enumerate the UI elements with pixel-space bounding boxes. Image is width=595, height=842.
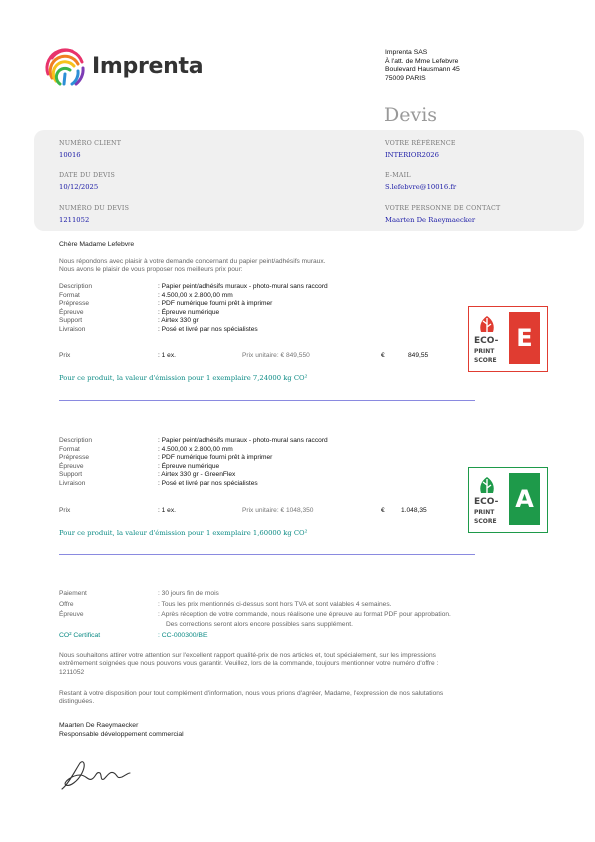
co2-certificate-label: CO² Certificat bbox=[59, 632, 101, 639]
divider bbox=[59, 554, 475, 555]
payment-value: : 30 jours fin de mois bbox=[158, 590, 219, 597]
spec-value: : Papier peint/adhésifs muraux - photo-mural sans raccord bbox=[158, 437, 328, 444]
spec-value: : 4.500,00 x 2.800,00 mm bbox=[158, 445, 233, 453]
eco-grade: A bbox=[509, 473, 540, 525]
spec-label: Prépresse bbox=[59, 300, 90, 308]
logo bbox=[42, 44, 232, 90]
leaf-icon bbox=[477, 473, 497, 495]
signer-name: Maarten De Raeymaecker bbox=[59, 722, 139, 729]
product-2-values bbox=[158, 437, 328, 489]
offer-value: : Tous les prix mentionnés ci-dessus sont hors TVA et sont valables 4 semaines. bbox=[158, 601, 392, 608]
eco-score-badge-a bbox=[468, 467, 548, 533]
product-2-unit-price: Prix unitaire: € 1048,350 bbox=[242, 507, 314, 514]
recipient-address bbox=[385, 49, 460, 83]
spec-label: Prépresse bbox=[59, 454, 90, 462]
product-1-price-label: Prix bbox=[59, 352, 71, 359]
spec-value: : PDF numérique fourni prêt à imprimer bbox=[158, 300, 273, 308]
product-2-emission: Pour ce produit, la valeur d'émission pour 1 exemplaire 1,60000 kg CO² bbox=[59, 529, 308, 537]
email-label: E-MAIL bbox=[385, 172, 411, 179]
eco-score-badge-e bbox=[468, 306, 548, 372]
spec-label: Format bbox=[59, 445, 80, 453]
signature bbox=[58, 757, 133, 793]
eco-line-3: SCORE bbox=[474, 357, 497, 364]
product-1-currency: € bbox=[381, 352, 385, 359]
client-number-label: NUMÉRO CLIENT bbox=[59, 140, 122, 147]
intro-line: Nous répondons avec plaisir à votre demande concernant du papier peint/adhésifs muraux. bbox=[59, 258, 326, 265]
intro-line: Nous avons le plaisir de vous proposer nos meilleurs prix pour: bbox=[59, 266, 243, 274]
product-1-labels bbox=[59, 283, 92, 335]
closing-line: 1211052 bbox=[59, 668, 85, 676]
proof-value: : Après réception de votre commande, nous réalisone une épreuve au format PDF pour approbation. bbox=[158, 611, 451, 618]
proof-label: Épreuve bbox=[59, 611, 84, 618]
fingerprint-logo-icon bbox=[42, 44, 88, 90]
closing-line: distinguées. bbox=[59, 698, 95, 706]
eco-line-1: ECO- bbox=[474, 336, 499, 346]
eco-grade: E bbox=[509, 312, 540, 364]
intro-text bbox=[59, 258, 325, 275]
leaf-icon bbox=[477, 312, 497, 334]
recipient-attn: À l'att. de Mme Lefebvre bbox=[385, 57, 459, 65]
co2-certificate-value: : CC-000300/BE bbox=[158, 632, 208, 639]
divider bbox=[59, 400, 475, 401]
reference-label: VOTRE RÉFÉRENCE bbox=[385, 140, 456, 147]
product-1-qty: : 1 ex. bbox=[158, 352, 176, 359]
product-2-total: 1.048,35 bbox=[401, 507, 427, 514]
spec-label: Support bbox=[59, 317, 83, 325]
spec-value: : Airtex 330 gr - GreenFlex bbox=[158, 471, 236, 479]
product-2-labels bbox=[59, 437, 92, 489]
product-2-price-label: Prix bbox=[59, 507, 71, 514]
payment-label: Paiement bbox=[59, 590, 87, 597]
spec-label: Livraison bbox=[59, 479, 86, 487]
product-1-total: 849,55 bbox=[408, 352, 429, 359]
spec-label: Épreuve bbox=[59, 308, 84, 316]
product-2-qty: : 1 ex. bbox=[158, 507, 176, 514]
spec-value: : 4.500,00 x 2.800,00 mm bbox=[158, 291, 233, 299]
quote-date-label: DATE DU DEVIS bbox=[59, 172, 116, 179]
spec-label: Description bbox=[59, 437, 92, 444]
spec-value: : PDF numérique fourni prêt à imprimer bbox=[158, 454, 273, 462]
page-title: Devis bbox=[384, 104, 438, 126]
quote-number-label: NUMÉRO DU DEVIS bbox=[59, 205, 130, 212]
eco-line-1: ECO- bbox=[474, 497, 499, 507]
offer-label: Offre bbox=[59, 601, 74, 608]
product-1-values bbox=[158, 283, 328, 335]
closing-paragraph bbox=[59, 652, 584, 677]
recipient-city: 75009 PARIS bbox=[385, 74, 426, 82]
signer-role: Responsable développement commercial bbox=[59, 731, 184, 738]
contact-label: VOTRE PERSONNE DE CONTACT bbox=[385, 205, 501, 212]
logo-text: Imprenta bbox=[92, 54, 204, 79]
reference-value: INTERIOR2026 bbox=[385, 151, 439, 159]
spec-label: Support bbox=[59, 471, 83, 479]
spec-label: Livraison bbox=[59, 325, 86, 333]
product-2-currency: € bbox=[381, 507, 385, 514]
spec-label: Description bbox=[59, 283, 92, 290]
spec-label: Format bbox=[59, 291, 80, 299]
eco-line-3: SCORE bbox=[474, 518, 497, 525]
closing-line: extrêmement soignées que nous pouvons vous garantir. Veuillez, lors de la commande, toujours mentionner votre numéro d'offre : bbox=[59, 660, 439, 668]
proof-value-continued: Des corrections seront alors encore possibles sans supplément. bbox=[166, 621, 353, 628]
product-1-unit-price: Prix unitaire: € 849,550 bbox=[242, 352, 310, 359]
spec-value: : Posé et livré par nos spécialistes bbox=[158, 325, 258, 333]
closing-line: Restant à votre disposition pour tout complément d'information, nous vous prions d'agréer, Madame, l'expression de nos salutations bbox=[59, 690, 444, 697]
spec-value: : Épreuve numérique bbox=[158, 462, 220, 470]
quote-number-value: 1211052 bbox=[59, 216, 90, 224]
contact-value: Maarten De Raeymaecker bbox=[385, 216, 476, 224]
spec-label: Épreuve bbox=[59, 462, 84, 470]
quote-date-value: 10/12/2025 bbox=[59, 183, 99, 191]
recipient-company: Imprenta SAS bbox=[385, 49, 428, 56]
recipient-street: Boulevard Hausmann 45 bbox=[385, 66, 460, 73]
eco-line-2: PRINT bbox=[474, 348, 495, 355]
salutation: Chère Madame Lefebvre bbox=[59, 241, 135, 248]
spec-value: : Posé et livré par nos spécialistes bbox=[158, 479, 258, 487]
spec-value: : Papier peint/adhésifs muraux - photo-mural sans raccord bbox=[158, 283, 328, 290]
product-1-emission: Pour ce produit, la valeur d'émission pour 1 exemplaire 7,24000 kg CO² bbox=[59, 374, 308, 382]
email-value[interactable]: S.lefebvre@10016.fr bbox=[385, 183, 457, 191]
closing-paragraph bbox=[59, 690, 584, 707]
client-number-value: 10016 bbox=[59, 151, 81, 159]
spec-value: : Épreuve numérique bbox=[158, 308, 220, 316]
closing-line: Nous souhaitons attirer votre attention sur l'excellent rapport qualité-prix de nos articles et, tout spécialement, sur les impressions bbox=[59, 652, 436, 659]
eco-line-2: PRINT bbox=[474, 509, 495, 516]
spec-value: : Airtex 330 gr bbox=[158, 317, 199, 325]
